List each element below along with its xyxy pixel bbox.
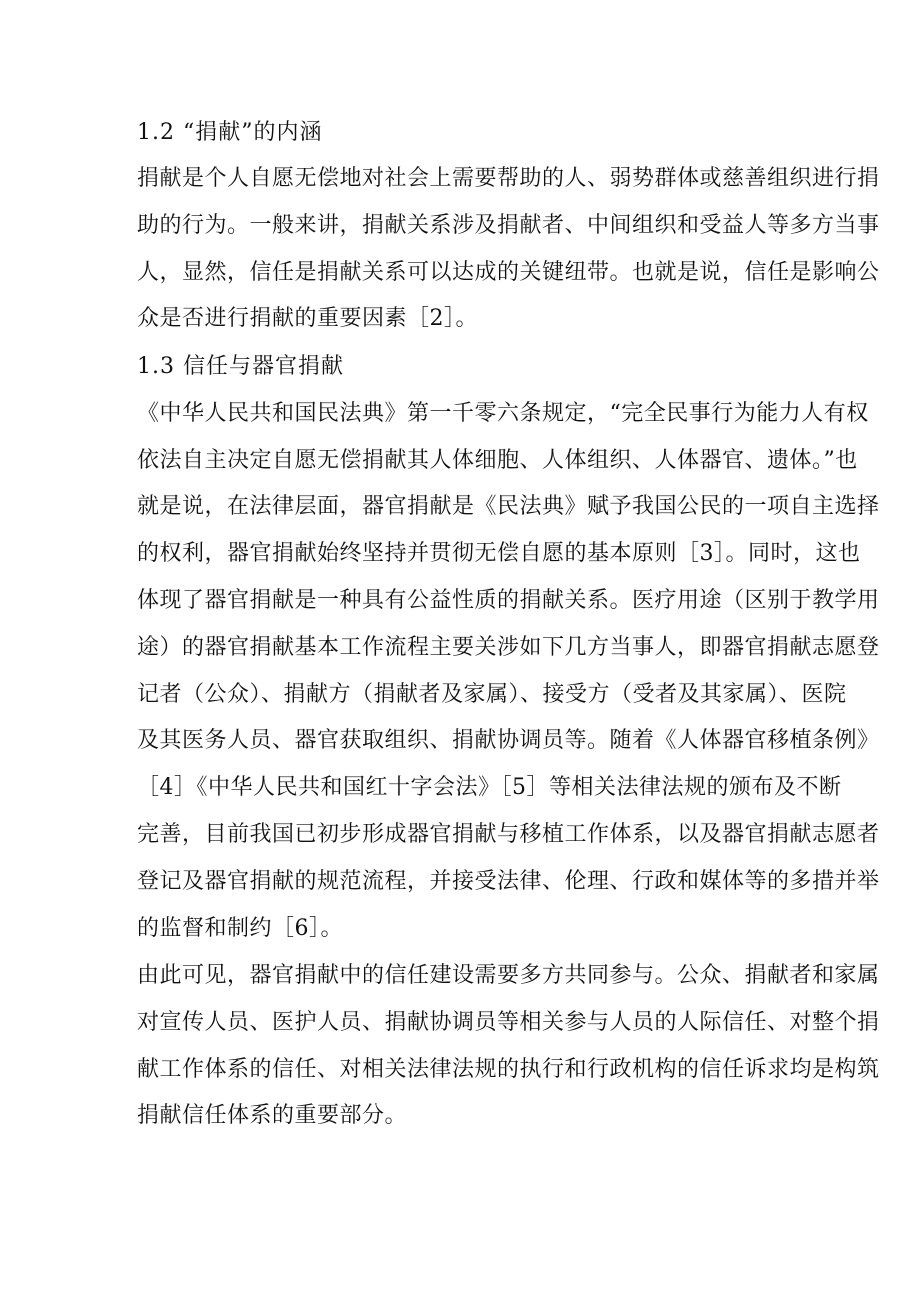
paragraph-line: 捐献是个人自愿无偿地对社会上需要帮助的人、弱势群体或慈善组织进行捐 (137, 166, 880, 191)
paragraph-line: 由此可见，器官捐献中的信任建设需要多方共同参与。公众、捐献者和家属 (137, 963, 880, 988)
paragraph-line: 献工作体系的信任、对相关法律法规的执行和行政机构的信任诉求均是构筑 (137, 1057, 880, 1082)
paragraph-line: ［4］《中华人民共和国红十字会法》［5］等相关法律法规的颁布及不断 (137, 775, 842, 800)
paragraph-line: 对宣传人员、医护人员、捐献协调员等相关参与人员的人际信任、对整个捐 (137, 1010, 880, 1035)
paragraph-line: 众是否进行捐献的重要因素［2］。 (137, 306, 478, 331)
paragraph-line: 助的行为。一般来讲，捐献关系涉及捐献者、中间组织和受益人等多方当事 (137, 213, 880, 238)
paragraph-line: 的监督和制约［6］。 (137, 916, 343, 941)
paragraph-line: 就是说，在法律层面，器官捐献是《民法典》赋予我国公民的一项自主选择 (137, 494, 880, 519)
paragraph-line: 记者（公众）、捐献方（捐献者及家属）、接受方（受者及其家属）、医院 (137, 682, 847, 707)
paragraph-line: 人，显然，信任是捐献关系可以达成的关键纽带。也就是说，信任是影响公 (137, 260, 880, 285)
section-heading-1-2: 1.2 “捐献”的内涵 (137, 120, 323, 145)
paragraph-line: 登记及器官捐献的规范流程，并接受法律、伦理、行政和媒体等的多措并举 (137, 869, 880, 894)
section-heading-1-3: 1.3 信任与器官捐献 (137, 354, 344, 379)
paragraph-line: 依法自主决定自愿无偿捐献其人体细胞、人体组织、人体器官、遗体。”也 (137, 448, 858, 473)
paragraph-line: 的权利，器官捐献始终坚持并贯彻无偿自愿的基本原则［3］。同时，这也 (137, 541, 861, 566)
paragraph-line: 体现了器官捐献是一种具有公益性质的捐献关系。医疗用途（区别于教学用 (137, 588, 880, 613)
paragraph-line: 及其医务人员、器官获取组织、捐献协调员等。随着《人体器官移植条例》 (137, 728, 880, 753)
paragraph-line: 《中华人民共和国民法典》第一千零六条规定，“完全民事行为能力人有权 (137, 401, 869, 426)
paragraph-line: 捐献信任体系的重要部分。 (137, 1103, 408, 1128)
paragraph-line: 途）的器官捐献基本工作流程主要关涉如下几方当事人，即器官捐献志愿登 (137, 635, 880, 660)
paragraph-line: 完善，目前我国已初步形成器官捐献与移植工作体系，以及器官捐献志愿者 (137, 822, 880, 847)
